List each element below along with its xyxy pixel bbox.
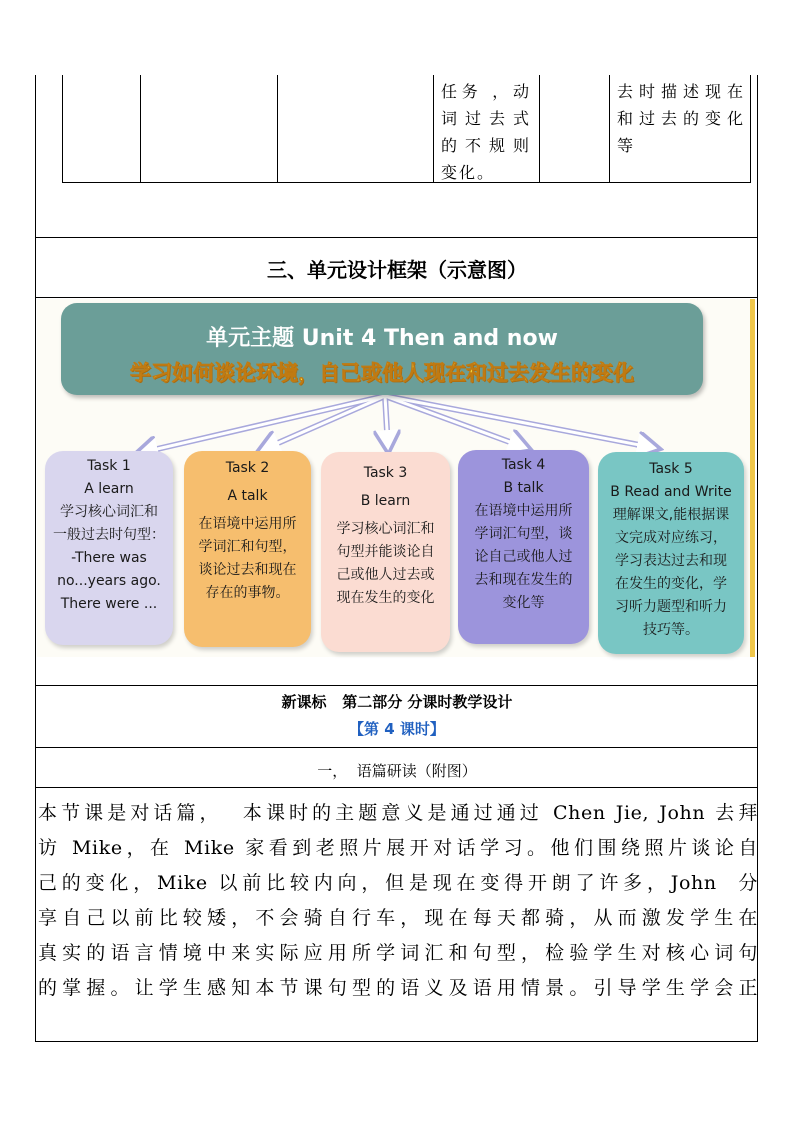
- cell-text-line: 的不规则: [441, 136, 533, 155]
- task-desc-line: 学词汇句型，谈: [474, 526, 573, 542]
- row-divider: [35, 787, 758, 788]
- task-part: B learn: [360, 493, 411, 509]
- task-label: Task 1: [87, 458, 131, 474]
- task-desc-line: 存在的事物。: [205, 585, 290, 601]
- task-part: B Read and Write: [610, 484, 732, 500]
- task-desc-line: 学习核心词汇和: [60, 504, 158, 520]
- task-desc-line: 变化等: [502, 595, 545, 611]
- task-part: A talk: [227, 488, 268, 504]
- task-desc-line: no...years ago.: [57, 573, 161, 589]
- task-card-1: [45, 451, 173, 645]
- task-label: Task 4: [501, 457, 546, 473]
- task-desc-line: 理解课文,能根据课: [612, 507, 730, 523]
- task-card-4: [458, 450, 589, 644]
- part-heading: 新课标 第二部分 分课时教学设计: [281, 693, 513, 711]
- task-label: Task 3: [363, 465, 408, 481]
- unit-theme-subtitle: 学习如何谈论环境，自己或他人现在和过去发生的变化: [130, 361, 634, 385]
- cell-text-line: 任务 ，动: [441, 82, 533, 101]
- unit-theme-box: [61, 303, 703, 395]
- task-card-2: [184, 451, 311, 647]
- task-desc-line: 学习核心词汇和: [336, 521, 435, 537]
- task-desc-line: 论自己或他人过: [474, 549, 573, 565]
- task-part: B talk: [503, 480, 544, 496]
- section-title: 一， 语篇研读（附图）: [317, 762, 477, 780]
- cell-text-line: 等: [617, 136, 638, 155]
- task-desc-line: 学词汇和句型，: [198, 539, 297, 555]
- paragraph-line: 己的变化，Mike 以前比较内向，但是现在变得开朗了许多，John 分: [38, 872, 758, 894]
- outer-bottom-border: [35, 1041, 758, 1042]
- task-card-5: [598, 452, 744, 654]
- task-desc-line: 学习表达过去和现: [615, 553, 727, 569]
- task-desc-line: 习听力题型和听力: [615, 599, 727, 615]
- task-desc-line: 在发生的变化，学: [615, 576, 727, 592]
- cell-text-line: 变化。: [441, 163, 496, 182]
- task-desc-line: 己或他人过去或: [336, 567, 435, 583]
- paragraph-line: 的掌握。让学生感知本节课句型的语义及语用情景。引导学生学会正: [38, 977, 758, 999]
- task-desc-line: 去和现在发生的: [474, 572, 573, 588]
- row-divider: [35, 747, 758, 748]
- task-desc-line: 技巧等。: [643, 622, 699, 638]
- task-part: A learn: [84, 481, 134, 497]
- cell-text-line: 词过去式: [441, 109, 533, 128]
- task-label: Task 2: [225, 460, 270, 476]
- task-label: Task 5: [649, 461, 693, 477]
- section-title: 三、单元设计框架（示意图）: [267, 258, 527, 282]
- paragraph-line: 访 Mike，在 Mike 家看到老照片展开对话学习。他们围绕照片谈论自: [38, 837, 758, 859]
- task-desc-line: 谈论过去和现在: [198, 562, 297, 578]
- paragraph-line: 本节课是对话篇， 本课时的主题意义是通过通过 Chen Jie, John 去拜: [38, 802, 758, 824]
- task-card-3: [321, 452, 450, 652]
- lesson-label: 【第 4 课时】: [349, 720, 445, 738]
- task-desc-line: 一般过去时句型：: [53, 527, 165, 543]
- task-desc-line: 在语境中运用所: [474, 503, 573, 519]
- task-desc-line: 文完成对应练习，: [615, 530, 727, 546]
- analysis-paragraph: [38, 796, 758, 1006]
- task-desc-line: 句型并能谈论自: [336, 544, 435, 560]
- unit-theme-title: 单元主题 Unit 4 Then and now: [206, 326, 558, 351]
- task-desc-line: -There was: [71, 550, 147, 566]
- paragraph-line: 享自己以前比较矮，不会骑自行车，现在每天都骑，从而激发学生在: [38, 907, 758, 929]
- cell-text-line: 去时描述现在: [617, 82, 745, 101]
- task-desc-line: 在语境中运用所: [198, 516, 297, 532]
- task-desc-line: 现在发生的变化: [336, 590, 435, 606]
- task-desc-line: There were ...: [60, 596, 158, 612]
- paragraph-line: 真实的语言情境中来实际应用所学词汇和句型，检验学生对核心词句: [38, 942, 758, 964]
- cell-text-line: 和过去的变化: [617, 109, 745, 128]
